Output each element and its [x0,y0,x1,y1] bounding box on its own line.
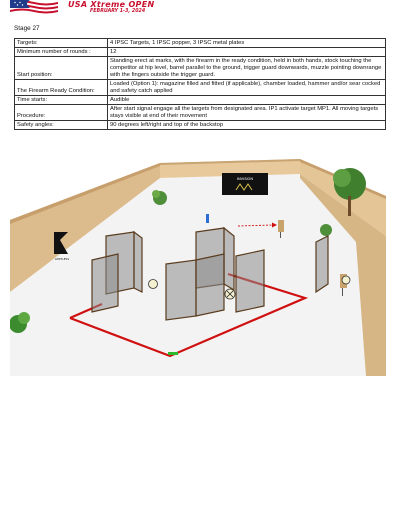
metal-plate-right [342,276,350,284]
info-value: 12 [108,48,386,57]
stage-info-table [14,38,386,130]
start-mark [168,352,178,355]
info-label: Procedure: [15,105,108,121]
info-value: Loaded (Option 1): magazine filled and fitted (if applicable), chamber loaded, hammer and/or sear cocked and safety catch applied [108,80,386,96]
event-logo [68,0,158,22]
info-value: Audible [108,96,386,105]
banner-text: INVISION [236,177,254,181]
info-value: 90 degrees left/right and top of the backstop [108,121,386,130]
metal-plate-center [225,289,235,299]
info-value: After start signal engage all the targets from designated area. IP1 activate target MP1. All moving targets stays visible at end of their movement [108,105,386,121]
tree-right-small [320,224,332,236]
info-row [15,121,386,130]
info-row [15,57,386,80]
limitless-logo-text: LIMITLESS [54,257,70,261]
stage-title: Stage 27 [14,25,40,32]
page-header [0,0,400,24]
american-flag-icon [10,0,58,16]
info-label: Minimum number of rounds : [15,48,108,57]
event-logo-title: USA Xtreme OPEN [68,0,155,9]
invision-banner [222,173,268,195]
info-value: Standing erect at marks, with the firearm in the ready condition, held in both hands, stock touching the competitor at hip level, barrel parallel to the ground, trigger guard downwards, muzzle pointing downrange with the fingers outside the trigger guard. [108,57,386,80]
info-label: The Firearm Ready Condition: [15,80,108,96]
info-row [15,105,386,121]
stage-layout-illustration [10,156,386,376]
info-label: Time starts: [15,96,108,105]
info-label: Start position: [15,57,108,80]
metal-plate-left [149,280,158,289]
info-value: 4 IPSC Targets, 1 IPSC popper, 3 IPSC metal plates [108,39,386,48]
event-logo-dates: FEBRUARY 1-3, 2024 [90,9,146,14]
info-label: Safety angles: [15,121,108,130]
popper-target [206,214,209,223]
info-row [15,39,386,48]
info-label: Targets: [15,39,108,48]
info-row [15,80,386,96]
info-row [15,48,386,57]
info-row [15,96,386,105]
